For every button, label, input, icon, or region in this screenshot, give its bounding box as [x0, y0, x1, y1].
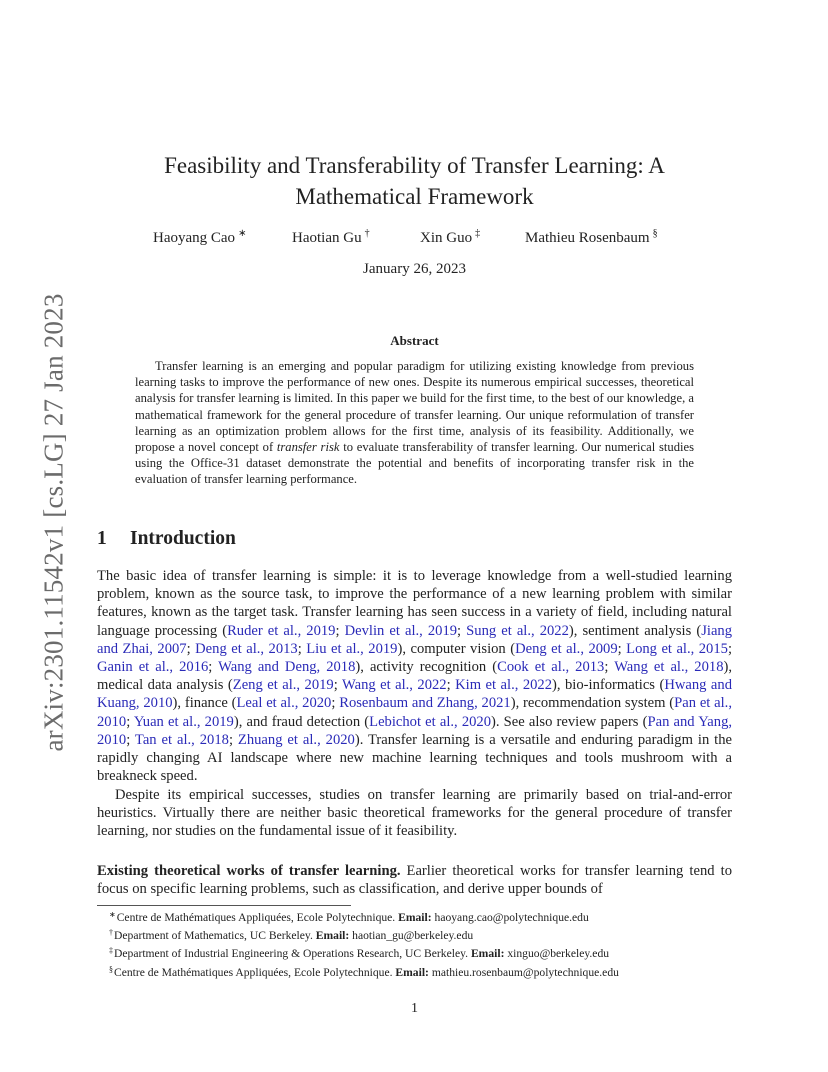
author-name: Haotian Gu	[292, 230, 362, 246]
citation-link[interactable]: Rosenbaum and Zhang, 2021	[339, 695, 511, 712]
arxiv-id-text: arXiv:2301.11542v1 [cs.LG] 27 Jan 2023	[38, 293, 69, 752]
author-mark: ∗	[238, 228, 247, 239]
author-mark: ‡	[475, 228, 481, 239]
paragraph-text: ), computer vision (	[397, 640, 516, 657]
footnote-1	[109, 907, 729, 925]
title-line-1: Feasibility and Transferability of Transfer Learning: A	[164, 153, 665, 178]
paragraph-text: ), medical data analysis (	[97, 659, 733, 694]
paragraph-text: Earlier theoretical works for transfer learning tend to focus on specific learning problems, such as classification, and derive upper bounds of	[97, 863, 732, 898]
paragraph-text: The basic idea of transfer learning is simple: it is to leverage knowledge from a well-studied learning problem, known as the source task, to improve the performance of a new learning problem with similar features, known as the target task. Transfer learning has seen success in a variety of field, including natural language processing (	[97, 568, 732, 639]
author-mark: †	[364, 228, 370, 239]
citation-link[interactable]: Liu et al., 2019	[306, 640, 398, 657]
footnote-text: Department of Mathematics, UC Berkeley.	[114, 929, 313, 943]
citation-link[interactable]: Lebichot et al., 2020	[369, 713, 492, 730]
paragraph-run-in-heading: Existing theoretical works of transfer learning.	[97, 863, 401, 879]
citation-link[interactable]: Zhuang et al., 2020	[237, 731, 355, 748]
citation-link[interactable]: Sung et al., 2022	[466, 622, 569, 639]
citation-separator: ;	[604, 659, 615, 676]
citation-link[interactable]: Wang and Deng, 2018	[218, 659, 356, 676]
author-mark: §	[652, 228, 658, 239]
paragraph-text: ), recommendation system (	[510, 695, 675, 712]
footnote-text: Department of Industrial Engineering & Operations Research, UC Berkeley.	[114, 947, 469, 961]
abstract-heading: Abstract	[390, 333, 439, 348]
abstract-body	[135, 358, 694, 488]
citation-separator: ;	[446, 677, 456, 694]
citation-separator: ;	[228, 731, 238, 748]
citation-separator: ;	[333, 677, 342, 694]
section-heading-introduction	[97, 528, 732, 550]
footnote-text: Centre de Mathématiques Appliquées, Ecole Polytechnique.	[116, 911, 396, 924]
citation-link[interactable]: Deng et al., 2013	[195, 640, 298, 657]
footnote-mark: ‡	[109, 946, 113, 956]
paragraph-text: ). Transfer learning is a versatile and enduring paradigm in the rapidly changing AI landscape where new machine learning techniques and tools mushroom with a breakneck speed.	[97, 731, 732, 785]
citation-separator: ;	[186, 640, 196, 657]
citation-link[interactable]: Kim et al., 2022	[455, 677, 553, 694]
section-number: 1	[97, 528, 107, 549]
paragraph-text: ), sentiment analysis (	[568, 622, 702, 639]
citation-separator: ;	[335, 622, 345, 639]
footnotes	[109, 907, 729, 980]
footnote-rule	[97, 905, 351, 906]
citation-link[interactable]: Devlin et al., 2019	[344, 622, 458, 639]
footnote-email[interactable]: mathieu.rosenbaum@polytechnique.edu	[431, 965, 619, 979]
citation-link[interactable]: Long et al., 2015	[626, 640, 728, 657]
paragraph-text: ), finance (	[172, 695, 237, 712]
paper-date: January 26, 2023	[363, 261, 466, 277]
intro-paragraph-2: Despite its empirical successes, studies on transfer learning are primarily based on trial-and-error heuristics. Virtually there are neither basic theoretical frameworks for the general procedure of transfer learning, nor studies on the fundamental issue of it feasibility.	[97, 787, 732, 840]
author-3	[420, 228, 480, 247]
paragraph-text: ), and fraud detection (	[233, 713, 370, 730]
intro-paragraph-3	[97, 862, 732, 898]
footnote-mark: †	[109, 928, 113, 938]
citation-link[interactable]: Leal et al., 2020	[236, 695, 332, 712]
abstract-text: to evaluate transferability of transfer learning. Our numerical studies using the Office-31 dataset demonstrate the potential and benefits of incorporating transfer risk in the evaluation of transfer learning performance.	[135, 440, 694, 487]
paragraph-text: ), bio-informatics (	[552, 677, 665, 694]
footnote-email-label: Email:	[398, 911, 432, 924]
footnote-4	[109, 962, 729, 980]
paragraph-text: ). See also review papers (	[491, 713, 648, 730]
author-name: Mathieu Rosenbaum	[525, 230, 650, 246]
citation-separator: ;	[208, 659, 219, 676]
citation-separator: ;	[617, 640, 627, 657]
abstract-emphasis: transfer risk	[276, 440, 340, 455]
author-2	[292, 228, 370, 247]
abstract-text: Transfer learning is an emerging and popular paradigm for utilizing existing knowledge from previous learning tasks to improve the performance of new ones. Despite its numerous empirical successes, theoretical analysis for transfer learning is limited. In this paper we build for the first time, to the best of our knowledge, a mathematical framework for the general procedure of transfer learning. Our unique reformulation of transfer learning as an optimization problem allows for the first time, analysis of its feasibility. Additionally, we propose a novel concept of	[135, 359, 694, 455]
citation-link[interactable]: Wang et al., 2022	[341, 677, 447, 694]
author-1	[153, 228, 246, 247]
citation-link[interactable]: Deng et al., 2009	[515, 640, 618, 657]
paragraph-text: ), activity recognition (	[355, 659, 498, 676]
citation-link[interactable]: Pan and Yang, 2010	[97, 713, 733, 748]
footnote-email-label: Email:	[395, 965, 429, 979]
paper-title	[97, 150, 732, 212]
author-name: Haoyang Cao	[153, 230, 236, 246]
citation-separator: ;	[126, 731, 135, 748]
author-name: Xin Guo	[420, 230, 473, 246]
citation-separator: ;	[126, 713, 134, 730]
citation-link[interactable]: Jiang and Zhai, 2007	[97, 622, 733, 657]
citation-link[interactable]: Yuan et al., 2019	[133, 713, 234, 730]
citation-separator: ;	[297, 640, 307, 657]
footnote-email[interactable]: haotian_gu@berkeley.edu	[352, 929, 474, 943]
page-number: 1	[411, 1001, 418, 1016]
citation-separator: ;	[457, 622, 467, 639]
footnote-email[interactable]: xinguo@berkeley.edu	[507, 947, 610, 961]
citation-separator: ;	[331, 695, 340, 712]
footnote-2	[109, 925, 729, 943]
citation-link[interactable]: Pan et al., 2010	[97, 695, 732, 730]
footnote-3	[109, 943, 729, 961]
footnote-email-label: Email:	[315, 929, 350, 943]
citation-link[interactable]: Hwang and Kuang, 2010	[97, 677, 732, 712]
citation-link[interactable]: Cook et al., 2013	[497, 659, 605, 676]
author-4	[525, 228, 658, 247]
title-line-2: Mathematical Framework	[295, 184, 534, 209]
footnote-text: Centre de Mathématiques Appliquées, Ecole Polytechnique.	[114, 965, 393, 979]
citation-separator: ;	[727, 640, 733, 657]
footnote-mark: ∗	[109, 910, 116, 919]
footnote-email[interactable]: haoyang.cao@polytechnique.edu	[434, 911, 589, 924]
footnote-mark: §	[109, 964, 113, 974]
citation-link[interactable]: Ganin et al., 2016	[97, 659, 209, 676]
section-title: Introduction	[130, 528, 236, 549]
intro-paragraph-1	[97, 567, 732, 785]
citation-link[interactable]: Ruder et al., 2019	[227, 622, 336, 639]
citation-link[interactable]: Wang et al., 2018	[614, 659, 724, 676]
footnote-email-label: Email:	[470, 947, 505, 961]
citation-link[interactable]: Tan et al., 2018	[134, 731, 229, 748]
citation-link[interactable]: Zeng et al., 2019	[232, 677, 334, 694]
